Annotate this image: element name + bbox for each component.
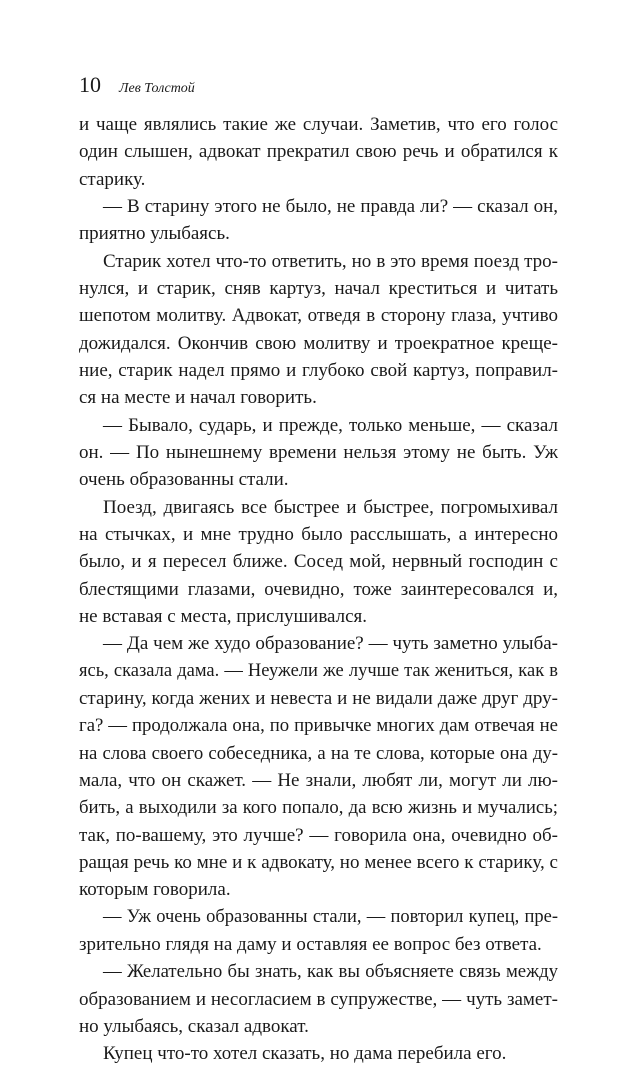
- page-number: 10: [79, 72, 101, 97]
- text-line: бить, а выходили за кого попало, да всю жизнь и мучались;: [79, 797, 558, 819]
- text-line: очень образованны стали.: [79, 469, 289, 491]
- text-line: — Уж очень образованны стали, — повторил купец, пре-: [103, 906, 558, 927]
- text-line: шепотом молитву. Адвокат, отведя в сторону глаза, учтиво: [79, 305, 558, 327]
- text-line: старику.: [79, 168, 146, 190]
- text-line: мала, что он скажет. — Не знали, любят ли, могут ли лю-: [79, 769, 558, 791]
- text-line: так, по-вашему, это лучше? — говорила она, очевидно об-: [79, 824, 558, 846]
- text-line: ясь, сказала дама. — Неужели же лучше так жениться, как в: [79, 660, 558, 681]
- text-line: ращая речь ко мне и к адвокату, но менее всего к старику, с: [79, 851, 558, 873]
- text-line: зрительно глядя на даму и оставляя ее вопрос без ответа.: [79, 933, 542, 955]
- text-line: и чаще являлись такие же случаи. Заметив, что его голос: [79, 114, 558, 135]
- text-line: блестящими глазами, очевидно, тоже заинтересовался и,: [79, 578, 558, 600]
- text-line: — Бывало, сударь, и прежде, только меньше, — сказал: [103, 414, 558, 436]
- text-line: ние, старик надел прямо и глубоко свой картуз, поправил-: [79, 359, 558, 381]
- text-line: нулся, и старик, сняв картуз, начал креститься и читать: [79, 277, 558, 299]
- text-line: га? — продолжала она, по привычке многих дам отвечая не: [79, 715, 558, 737]
- text-line: образованием и несогласием в супружестве, — чуть замет-: [79, 988, 558, 1010]
- text-line: — Желательно бы знать, как вы объясняете связь между: [103, 961, 558, 983]
- text-line: но улыбаясь, сказал адвокат.: [79, 1015, 309, 1037]
- text-line: он. — По нынешнему времени нельзя этому не быть. Уж: [79, 441, 558, 463]
- text-line: Купец что-то хотел сказать, но дама перебила его.: [103, 1043, 507, 1065]
- running-head-author: Лев Толстой: [119, 81, 195, 96]
- text-line: старину, когда жених и невеста и не видали даже друг дру-: [79, 687, 558, 709]
- text-line: Поезд, двигаясь все быстрее и быстрее, погромыхивал: [103, 496, 558, 518]
- text-line: было, и я пересел ближе. Сосед мой, нервный господин с: [79, 551, 558, 573]
- running-head: [79, 70, 195, 100]
- text-line: на стычках, и мне трудно было расслышать, а интересно: [79, 523, 558, 545]
- body-text: [79, 111, 558, 1067]
- text-line: приятно улыбаясь.: [79, 223, 230, 245]
- text-line: один слышен, адвокат прекратил свою речь и обратился к: [79, 141, 558, 163]
- text-line: ся на месте и начал говорить.: [79, 387, 317, 409]
- text-line: которым говорила.: [79, 879, 231, 901]
- text-line: Старик хотел что-то ответить, но в это время поезд тро-: [103, 250, 558, 272]
- text-line: на слова своего собеседника, а на те слова, которые она ду-: [79, 742, 558, 764]
- text-line: — В старину этого не было, не правда ли? — сказал он,: [103, 195, 558, 217]
- text-line: не вставая с места, прислушивался.: [79, 605, 368, 627]
- text-line: — Да чем же худо образование? — чуть заметно улыба-: [103, 633, 558, 655]
- text-line: дожидался. Окончив свою молитву и троекратное креще-: [79, 332, 558, 354]
